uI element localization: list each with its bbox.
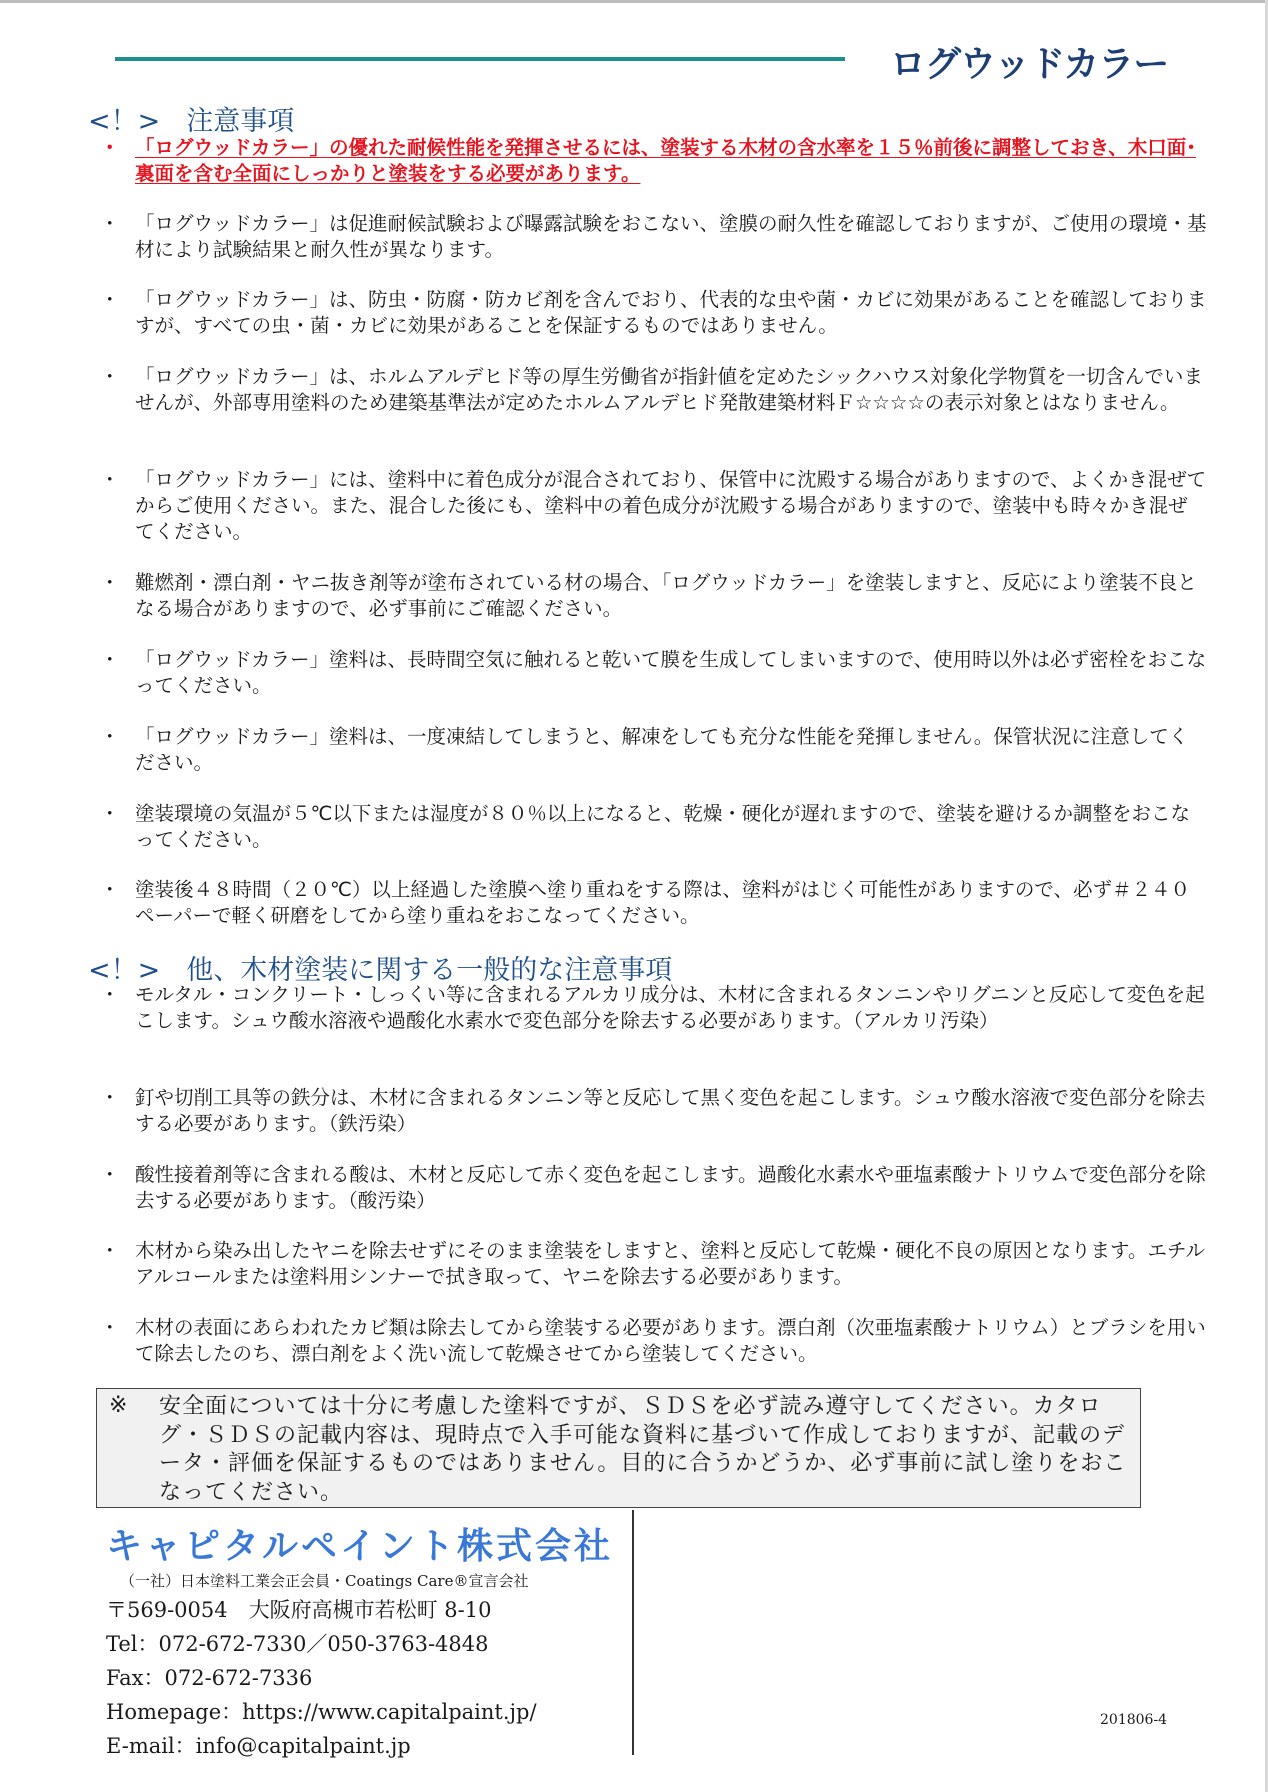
tel-line: Tel：072-672-7330／050-3763-4848: [106, 1632, 489, 1656]
bullet: ・: [100, 878, 120, 901]
address-line: 〒569-0054 大阪府高槻市若松町 8-10: [106, 1598, 492, 1622]
header-rule: [115, 57, 845, 61]
bullet: ・: [100, 1163, 120, 1186]
bullet: ・: [100, 1239, 120, 1262]
bullet: ・: [100, 212, 120, 235]
list-item: [100, 801, 1207, 853]
membership-line: （一社）日本塗料工業会正会員・Coatings Care®宣言会社: [120, 1572, 529, 1590]
bullet: ・: [100, 802, 120, 825]
list-item: [100, 287, 1207, 339]
item-text: 難燃剤・漂白剤・ヤニ抜き剤等が塗布されている材の場合、「ログウッドカラー」を塗装しますと、反応により塗装不良となる場合がありますので、必ず事前にご確認ください。: [135, 571, 1197, 620]
section1-mark: <！>: [88, 106, 161, 137]
footer-divider: [632, 1510, 634, 1755]
item-text: 「ログウッドカラー」は、ホルムアルデヒド等の厚生労働省が指針値を定めたシックハウス対象化学物質を一切含んでいませんが、外部専用塗料のため建築基準法が定めたホルムアルデヒド発散建築材料Ｆ☆☆☆☆の表示対象とはなりません。: [135, 365, 1203, 414]
company-name: キャピタルペイント株式会社: [106, 1526, 614, 1567]
bullet: ・: [100, 136, 120, 159]
item-text: 「ログウッドカラー」の優れた耐候性能を発揮させるには、塗装する木材の含水率を１５％前後に調整しておき、木口面･裏面を含む全面にしっかりと塗装をする必要があります。: [135, 136, 1196, 185]
list-item: [100, 135, 1207, 187]
item-text: 「ログウッドカラー」には、塗料中に着色成分が混合されており、保管中に沈殿する場合がありますので、よくかき混ぜてからご使用ください。また、混合した後にも、塗料中の着色成分が沈殿する場合がありますので、塗装中も時々かき混ぜてください。: [135, 468, 1207, 543]
list-item: [100, 1315, 1207, 1367]
list-item: [100, 877, 1207, 929]
list-item: [100, 1085, 1207, 1137]
fax-line: Fax：072-672-7336: [106, 1666, 313, 1690]
item-text: 酸性接着剤等に含まれる酸は、木材と反応して赤く変色を起こします。過酸化水素水や亜塩素酸ナトリウムで変色部分を除去する必要があります。（酸汚染）: [135, 1163, 1206, 1212]
document-code: 201806-4: [1100, 1712, 1168, 1728]
list-item: [100, 570, 1207, 622]
notice-mark: ※: [109, 1393, 128, 1418]
notice-text: 安全面については十分に考慮した塗料ですが、ＳＤＳを必ず読み遵守してください。カタログ・ＳＤＳの記載内容は、現時点で入手可能な資料に基づいて作成しておりますが、記載のデータ・評価を保証するものではありません。目的に合うかどうか、必ず事前に試し塗りをおこなってください。: [159, 1394, 1127, 1505]
list-item: [100, 1162, 1207, 1214]
bullet: ・: [100, 725, 120, 748]
list-item: [100, 1238, 1207, 1290]
item-text: 「ログウッドカラー」は促進耐候試験および曝露試験をおこない、塗膜の耐久性を確認しておりますが、ご使用の環境・基材により試験結果と耐久性が異なります。: [135, 212, 1207, 261]
bullet: ・: [100, 468, 120, 491]
item-text: 塗装環境の気温が５℃以下または湿度が８０％以上になると、乾燥・硬化が遅れますので、塗装を避けるか調整をおこなってください。: [135, 802, 1191, 851]
bullet: ・: [100, 571, 120, 594]
item-text: モルタル・コンクリート・しっくい等に含まれるアルカリ成分は、木材に含まれるタンニンやリグニンと反応して変色を起こします。シュウ酸水溶液や過酸化水素水で変色部分を除去する必要があります。（アルカリ汚染）: [135, 983, 1205, 1032]
item-text: 塗装後４８時間（２０℃）以上経過した塗膜へ塗り重ねをする際は、塗料がはじく可能性がありますので、必ず＃２４０ペーパーで軽く研磨をしてから塗り重ねをおこなってください。: [135, 878, 1191, 927]
safety-notice-box: [96, 1388, 1141, 1508]
list-item: [100, 982, 1207, 1034]
top-border: [0, 0, 1268, 3]
list-item: [100, 211, 1207, 263]
list-item: [100, 724, 1207, 776]
item-text: 「ログウッドカラー」塗料は、長時間空気に触れると乾いて膜を生成してしまいますので、使用時以外は必ず密栓をおこなってください。: [135, 648, 1207, 697]
section2-mark: <！>: [88, 955, 161, 986]
list-item: [100, 647, 1207, 699]
item-text: 木材から染み出したヤニを除去せずにそのまま塗装をしますと、塗料と反応して乾燥・硬化不良の原因となります。エチルアルコールまたは塗料用シンナーで拭き取って、ヤニを除去する必要があります。: [135, 1239, 1205, 1288]
bullet: ・: [100, 288, 120, 311]
item-text: 木材の表面にあらわれたカビ類は除去してから塗装する必要があります。漂白剤（次亜塩素酸ナトリウム）とブラシを用いて除去したのち、漂白剤をよく洗い流して乾燥させてから塗装してください。: [135, 1316, 1206, 1365]
bullet: ・: [100, 1316, 120, 1339]
brand-title: ログウッドカラー: [890, 44, 1169, 85]
email-link[interactable]: E-mail：info@capitalpaint.jp: [106, 1734, 411, 1758]
list-item: [100, 467, 1207, 545]
bullet: ・: [100, 365, 120, 388]
section2-title: 他、木材塗装に関する一般的な注意事項: [186, 955, 673, 986]
bullet: ・: [100, 983, 120, 1006]
section1-title: 注意事項: [186, 106, 295, 137]
section1-heading: [88, 99, 294, 138]
item-text: 「ログウッドカラー」は、防虫・防腐・防カビ剤を含んでおり、代表的な虫や菌・カビに効果があることを確認しておりますが、すべての虫・菌・カビに効果があることを保証するものではありません。: [135, 288, 1207, 337]
item-text: 「ログウッドカラー」塗料は、一度凍結してしまうと、解凍をしても充分な性能を発揮しません。保管状況に注意してください。: [135, 725, 1189, 774]
homepage-link[interactable]: Homepage：https://www.capitalpaint.jp/: [106, 1700, 537, 1724]
bullet: ・: [100, 1086, 120, 1109]
item-text: 釘や切削工具等の鉄分は、木材に含まれるタンニン等と反応して黒く変色を起こします。シュウ酸水溶液で変色部分を除去する必要があります。（鉄汚染）: [135, 1086, 1206, 1135]
bullet: ・: [100, 648, 120, 671]
list-item: [100, 364, 1207, 416]
